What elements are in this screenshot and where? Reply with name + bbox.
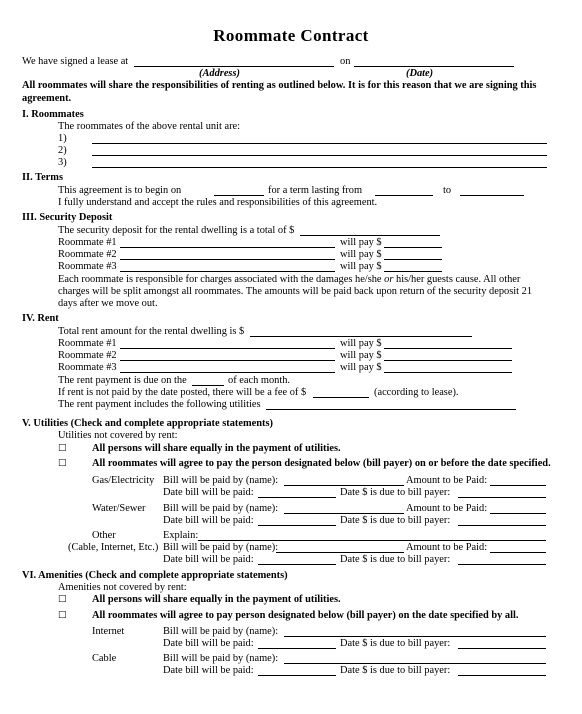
- cable-date-paid-label: Date bill will be paid:: [163, 665, 254, 676]
- terms-begin-label: This agreement is to begin on: [58, 185, 182, 196]
- date-caption: (Date): [406, 68, 434, 79]
- other-bill-paid-by-label: Bill will be paid by (name):: [163, 542, 279, 553]
- utilities-heading: V. Utilities (Check and complete appropriate statements): [22, 418, 273, 429]
- rent-roommate-1-will-pay: will pay $: [340, 338, 382, 349]
- rent-includes-label: The rent payment includes the following utilities: [58, 399, 261, 410]
- water-bill-paid-by-label: Bill will be paid by (name):: [163, 503, 279, 514]
- terms-to-label: to: [443, 185, 452, 196]
- rent-roommate-3-name-field[interactable]: [120, 372, 335, 373]
- rent-includes-field[interactable]: [266, 409, 516, 410]
- deposit-note-line-3: days after we move out.: [58, 298, 158, 309]
- roommate-item-1-label: 1): [58, 133, 67, 144]
- deposit-heading: III. Security Deposit: [22, 212, 113, 223]
- rent-due-day-field[interactable]: [192, 385, 224, 386]
- gas-due-field[interactable]: [458, 497, 546, 498]
- lease-date-field[interactable]: [354, 66, 514, 67]
- intro-line-1: All roommates will share the responsibilities of renting as outlined below. It is for this reason that we are signing this: [22, 80, 537, 91]
- deposit-roommate-3-will-pay: will pay $: [340, 261, 382, 272]
- document-title: Roommate Contract: [213, 26, 369, 45]
- lease-prefix: We have signed a lease at: [22, 56, 129, 67]
- water-due-label: Date $ is due to bill payer:: [340, 515, 451, 526]
- rent-late-suffix: (according to lease).: [374, 387, 459, 398]
- rent-roommate-2-label: Roommate #2: [58, 350, 117, 361]
- terms-begin-field[interactable]: [214, 195, 264, 196]
- rent-roommate-1-label: Roommate #1: [58, 338, 117, 349]
- amenities-heading: VI. Amenities (Check and complete appropriate statements): [22, 570, 288, 581]
- terms-heading: II. Terms: [22, 172, 63, 183]
- rent-roommate-2-amount-field[interactable]: [384, 360, 512, 361]
- water-due-field[interactable]: [458, 525, 546, 526]
- other-amount-label: Amount to be Paid:: [406, 542, 488, 553]
- deposit-note-line-2: charges will be split amongst all roommates. The amounts will be paid back upon return of the security deposit 21: [58, 286, 533, 297]
- deposit-total-field[interactable]: [300, 235, 440, 236]
- cable-bill-paid-by-label: Bill will be paid by (name):: [163, 653, 279, 664]
- lease-on-label: on: [340, 56, 351, 67]
- roommate-item-2-label: 2): [58, 145, 67, 156]
- internet-bill-payer-field[interactable]: [284, 636, 546, 637]
- address-field[interactable]: [134, 66, 334, 67]
- deposit-roommate-2-name-field[interactable]: [120, 259, 335, 260]
- rent-total-field[interactable]: [250, 336, 472, 337]
- utilities-share-equally-label: All persons will share equally in the payment of utilities.: [92, 443, 341, 454]
- utility-water-label: Water/Sewer: [92, 503, 146, 514]
- rent-late-fee-field[interactable]: [313, 397, 369, 398]
- internet-due-field[interactable]: [458, 648, 546, 649]
- gas-bill-paid-by-label: Bill will be paid by (name):: [163, 475, 279, 486]
- deposit-roommate-3-label: Roommate #3: [58, 261, 117, 272]
- other-explain-field[interactable]: [198, 540, 546, 541]
- rent-late-label: If rent is not paid by the date posted, there will be a fee of $: [58, 387, 307, 398]
- address-caption: (Address): [199, 68, 240, 79]
- deposit-roommate-2-will-pay: will pay $: [340, 249, 382, 260]
- internet-bill-paid-by-label: Bill will be paid by (name):: [163, 626, 279, 637]
- cable-bill-payer-field[interactable]: [284, 663, 546, 664]
- deposit-total-label: The security deposit for the rental dwelling is a total of $: [58, 225, 295, 236]
- internet-due-label: Date $ is due to bill payer:: [340, 638, 451, 649]
- water-amount-label: Amount to be Paid:: [406, 503, 488, 514]
- water-date-paid-field[interactable]: [258, 525, 336, 526]
- utility-gas-label: Gas/Electricity: [92, 475, 155, 486]
- rent-roommate-2-name-field[interactable]: [120, 360, 335, 361]
- water-bill-payer-field[interactable]: [284, 513, 404, 514]
- water-date-paid-label: Date bill will be paid:: [163, 515, 254, 526]
- utilities-bill-payer-label: All roommates will agree to pay the person designated below (bill payer) on or before the date specified.: [92, 458, 551, 469]
- utility-other-sub-label: (Cable, Internet, Etc.): [68, 542, 159, 553]
- cable-date-paid-field[interactable]: [258, 675, 336, 676]
- rent-roommate-3-will-pay: will pay $: [340, 362, 382, 373]
- gas-due-label: Date $ is due to bill payer:: [340, 487, 451, 498]
- internet-date-paid-field[interactable]: [258, 648, 336, 649]
- utilities-bill-payer-checkbox[interactable]: □: [58, 458, 67, 468]
- roommates-heading: I. Roommates: [22, 109, 84, 120]
- gas-amount-label: Amount to be Paid:: [406, 475, 488, 486]
- terms-lasting-label: for a term lasting from: [268, 185, 363, 196]
- deposit-roommate-1-name-field[interactable]: [120, 247, 335, 248]
- other-date-paid-label: Date bill will be paid:: [163, 554, 254, 565]
- deposit-roommate-3-amount-field[interactable]: [384, 271, 442, 272]
- other-amount-field[interactable]: [490, 552, 546, 553]
- amenities-bill-payer-label: All roommates will agree to pay person designated below (bill payer) on the date specified by all.: [92, 610, 519, 621]
- other-date-paid-field[interactable]: [258, 564, 336, 565]
- internet-date-paid-label: Date bill will be paid:: [163, 638, 254, 649]
- amenity-internet-label: Internet: [92, 626, 125, 637]
- water-amount-field[interactable]: [490, 513, 546, 514]
- deposit-roommate-2-label: Roommate #2: [58, 249, 117, 260]
- other-explain-label: Explain:: [163, 530, 199, 541]
- deposit-roommate-1-amount-field[interactable]: [384, 247, 442, 248]
- roommate-item-3-label: 3): [58, 157, 67, 168]
- other-bill-payer-field[interactable]: [276, 552, 404, 553]
- deposit-roommate-1-label: Roommate #1: [58, 237, 117, 248]
- utility-other-label: Other: [92, 530, 116, 541]
- rent-roommate-1-name-field[interactable]: [120, 348, 335, 349]
- rent-due-label: The rent payment is due on the: [58, 375, 187, 386]
- other-due-label: Date $ is due to bill payer:: [340, 554, 451, 565]
- amenities-not-covered: Amenities not covered by rent:: [58, 582, 187, 593]
- roommate-2-field[interactable]: [92, 155, 547, 156]
- amenities-share-equally-checkbox[interactable]: □: [58, 594, 67, 604]
- gas-date-paid-field[interactable]: [258, 497, 336, 498]
- deposit-note-line-1: Each roommate is responsible for charges associated with the damages he/she or his/her guests cause. All other: [58, 274, 521, 285]
- cable-due-label: Date $ is due to bill payer:: [340, 665, 451, 676]
- roommate-1-field[interactable]: [92, 143, 547, 144]
- amenity-cable-label: Cable: [92, 653, 117, 664]
- terms-from-field[interactable]: [375, 195, 433, 196]
- gas-amount-field[interactable]: [490, 485, 546, 486]
- deposit-roommate-1-will-pay: will pay $: [340, 237, 382, 248]
- deposit-roommate-3-name-field[interactable]: [120, 271, 335, 272]
- amenities-share-equally-label: All persons will share equally in the payment of utilities.: [92, 594, 341, 605]
- rent-roommate-3-amount-field[interactable]: [384, 372, 512, 373]
- utilities-not-covered: Utilities not covered by rent:: [58, 430, 178, 441]
- amenities-bill-payer-checkbox[interactable]: □: [58, 610, 67, 620]
- rent-roommate-1-amount-field[interactable]: [384, 348, 512, 349]
- gas-date-paid-label: Date bill will be paid:: [163, 487, 254, 498]
- rent-roommate-3-label: Roommate #3: [58, 362, 117, 373]
- rent-roommate-2-will-pay: will pay $: [340, 350, 382, 361]
- rent-due-suffix: of each month.: [228, 375, 291, 386]
- gas-bill-payer-field[interactable]: [284, 485, 404, 486]
- rent-total-label: Total rent amount for the rental dwelling is $: [58, 326, 245, 337]
- roommates-text: The roommates of the above rental unit are:: [58, 121, 241, 132]
- cable-due-field[interactable]: [458, 675, 546, 676]
- terms-accept-text: I fully understand and accept the rules and responsibilities of this agreement.: [58, 197, 378, 208]
- rent-heading: IV. Rent: [22, 313, 59, 324]
- terms-to-field[interactable]: [460, 195, 524, 196]
- intro-line-2: agreement.: [22, 93, 72, 104]
- utilities-share-equally-checkbox[interactable]: □: [58, 443, 67, 453]
- deposit-roommate-2-amount-field[interactable]: [384, 259, 442, 260]
- other-due-field[interactable]: [458, 564, 546, 565]
- roommate-3-field[interactable]: [92, 167, 547, 168]
